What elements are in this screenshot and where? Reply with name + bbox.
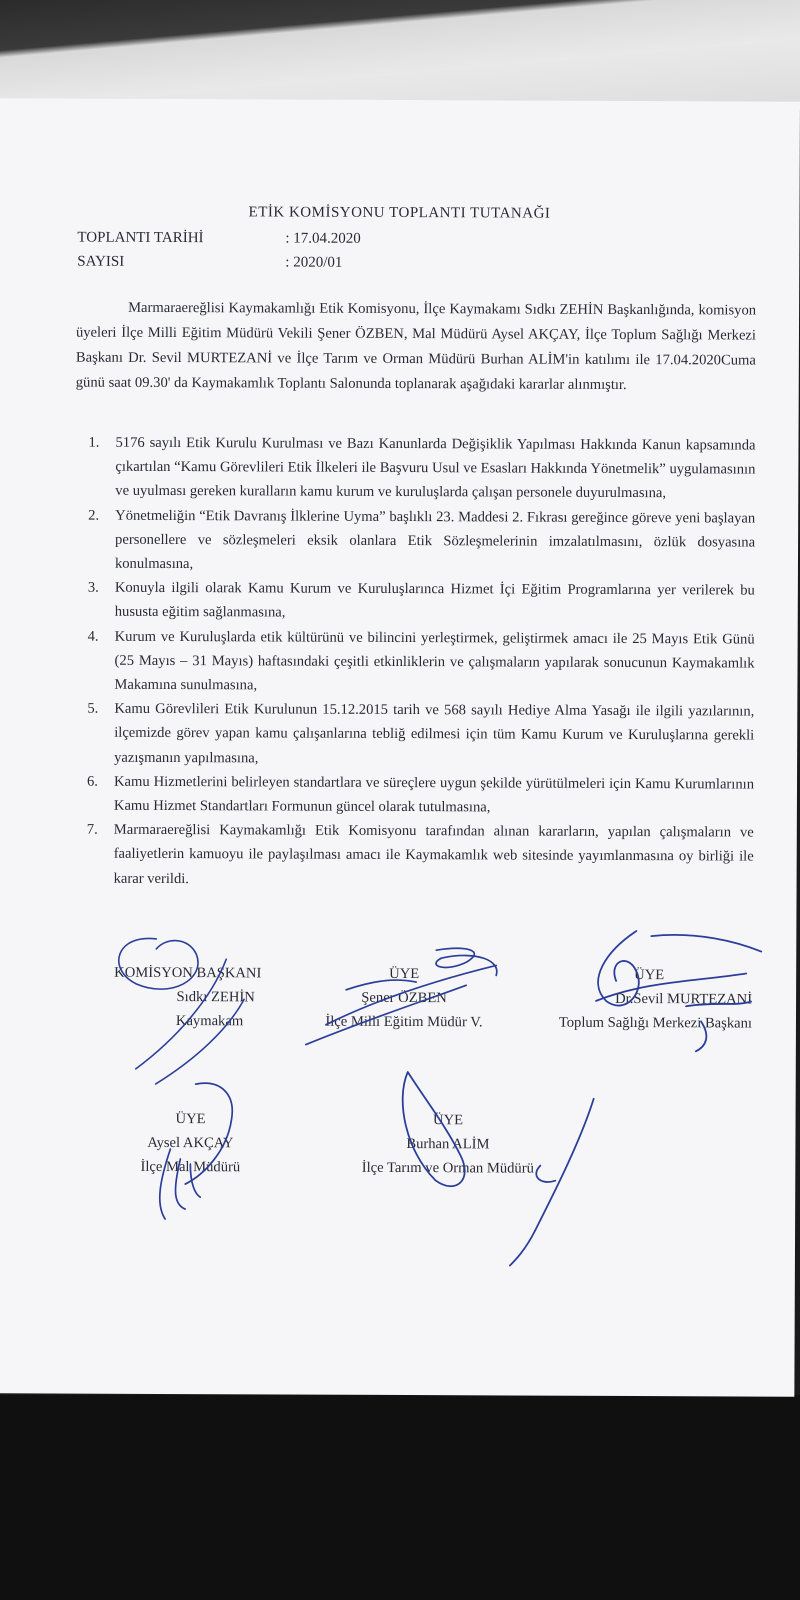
intro-text: Marmaraereğlisi Kaymakamlığı Etik Komisyonu, İlçe Kaymakamı Sıdkı ZEHİN Başkanlığında, komisyon üyeleri İlçe Milli Eğitim Müdürü Vekili Şener ÖZBEN, Mal Müdürü Aysel AKÇAY, İlçe Toplum Sağlığı Merkezi Başkanı Dr. Sevil MURTEZANİ ve İlçe Tarım ve Orman Müdürü Burhan ALİM'in katılımı ile 17.04.2020Cuma günü saat 09.30' da Kaymakamlık Toplantı Salonunda toplanarak aşağıdaki kararlar alınmıştır. (75, 299, 757, 393)
meeting-date-value: : 17.04.2020 (285, 230, 361, 247)
signature-title: İlçe Mal Müdürü (140, 1158, 241, 1176)
signature-name: Şener ÖZBEN (361, 989, 447, 1007)
signature-name: Dr.Sevil MURTEZANİ (615, 990, 753, 1008)
document-page (0, 98, 800, 1396)
signature-title: İlçe Milli Eğitim Müdür V. (325, 1013, 483, 1031)
decision-number: 3. (87, 579, 99, 596)
decision-number: 7. (86, 821, 98, 838)
signature-role: KOMİSYON BAŞKANI (114, 964, 262, 982)
signature-title: Kaymakam (175, 1013, 244, 1030)
signature-chair (114, 961, 261, 1034)
decision-text: Yönetmeliğin “Etik Davranış İlklerine Uyma” başlıklı 23. Maddesi 2. Fıkrası gereğince göreve yeni başlayan personellere ve sözleşmeleri eksik olanlara Etik Sözleşmelerinin imzalatılmasını, özlük dosyasına konulmasına, (114, 507, 756, 573)
signature-name: Burhan ALİM (406, 1136, 490, 1153)
decision-number: 6. (86, 773, 99, 790)
decision-text: Kamu Hizmetlerini belirleyen standartlara ve süreçlere uygun şekilde yürütülmeleri için Kamu Kurumlarının Kamu Hizmet Standartları Formunun güncel olarak tutulmasına, (113, 773, 755, 816)
decision-text: 5176 sayılı Etik Kurulu Kurulması ve Bazı Kanunlarda Değişiklik Yapılması Hakkında Kanun kapsamında çıkartılan “Kamu Görevlileri Etik İlkeleri ile Başvuru Usul ve Esasları Hakkında Yönetmelik” uygulamasının ve uyulması gereken kuralların kamu kurum ve kuruluşlarda çalışan personele duyurulmasına, (115, 434, 756, 502)
decision-list (87, 431, 756, 894)
decision-text: Konuyla ilgili olarak Kamu Kurum ve Kuruluşlarınca Hizmet İçi Eğitim Programlarına yer verilerek bu hususta eğitim sağlanmasına, (114, 579, 755, 621)
decision-text: Marmaraereğlisi Kaymakamlığı Etik Komisyonu tarafından alınan kararların, yapılan çalışmaların ve faaliyetlerin kamuoyu ile paylaşılması amacı ile Kaymakamlık web sitesinde yayımlanmasına oy birliği ile karar verildi. (113, 822, 754, 887)
decision-item (88, 431, 755, 507)
decision-item (87, 697, 754, 773)
decision-text: Kurum ve Kuruluşlarda etik kültürünü ve bilincini yerleştirmek, geliştirmek amacı ile 25 Mayıs Etik Günü (25 Mayıs – 31 Mayıs) haftasındaki çeşitli etkinliklerin ve çalışmaların yapılarak sonucunun Kaymakamlık Makamına sunulmasına, (114, 628, 755, 694)
number-row (77, 254, 477, 276)
signature-role: ÜYE (175, 1111, 206, 1128)
decision-number: 4. (87, 628, 99, 645)
intro-paragraph (76, 296, 756, 399)
decision-item (87, 818, 754, 894)
signature-title: İlçe Tarım ve Orman Müdürü (361, 1159, 534, 1177)
signature-member-4 (335, 1108, 560, 1181)
signature-role: ÜYE (389, 965, 420, 983)
number-value: : 2020/01 (285, 254, 343, 271)
meeting-date-label: TOPLANTI TARİHİ (77, 229, 204, 247)
decision-item (88, 503, 755, 579)
signature-role: ÜYE (634, 967, 665, 984)
meeting-date-row (77, 230, 477, 252)
decision-item (87, 624, 754, 700)
decision-item (88, 576, 755, 627)
decision-number: 1. (88, 434, 100, 451)
signature-role: ÜYE (433, 1112, 464, 1129)
decision-item (87, 769, 754, 820)
photo-background-top (0, 0, 800, 110)
number-label: SAYISI (77, 253, 125, 270)
document-title: ETİK KOMİSYONU TOPLANTI TUTANAĞI (248, 204, 551, 222)
signature-title: Toplum Sağlığı Merkezi Başkanı (558, 1014, 753, 1032)
decision-number: 2. (88, 507, 100, 524)
signature-name: Sıdkı ZEHİN (176, 989, 255, 1006)
signature-name: Aysel AKÇAY (147, 1134, 234, 1152)
decision-number: 5. (87, 700, 99, 717)
signature-member-2 (516, 963, 752, 1036)
decision-text: Kamu Görevlileri Etik Kurulunun 15.12.2015 tarih ve 568 sayılı Hediye Alma Yasağı ile ilgili yazılarının, ilçemizde görev yapan kamu çalışanlarına tebliğ edilmesi için tüm Kamu Kurum ve Kuruluşlarına gerekli yazışmanın yapılmasına, (114, 700, 755, 767)
signature-member-3 (125, 1107, 255, 1180)
photo-background-bottom (0, 1395, 800, 1600)
